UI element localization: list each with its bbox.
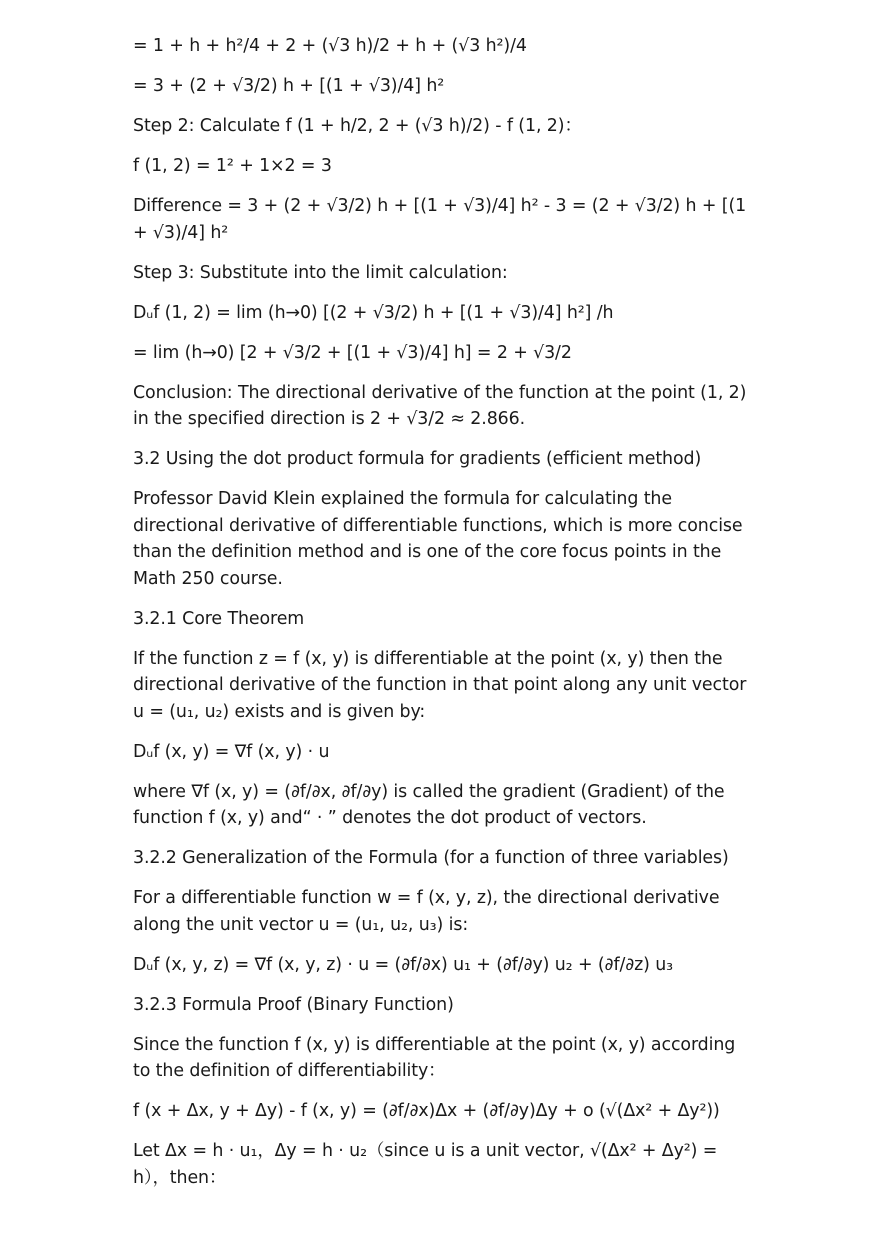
differentiability-formula-line: f (x + Δx, y + Δy) - f (x, y) = (∂f/∂x)Δx + (∂f/∂y)Δy + o (√(Δx² + Δy²)) bbox=[133, 1101, 720, 1121]
core-theorem-paragraph: If the function z = f (x, y) is differentiable at the point (x, y) then the directional derivative of the function in that point along any unit vector u = (u₁, u₂) exists and is given by: bbox=[133, 648, 747, 722]
section-3-2-heading: 3.2 Using the dot product formula for gradients (efficient method) bbox=[133, 449, 702, 469]
limit-result-line: = lim (h→0) [2 + √3/2 + [(1 + √3)/4] h] = 2 + √3/2 bbox=[133, 342, 572, 363]
substitution-paragraph: Let Δx = h · u₁，Δy = h · u₂（since u is a unit vector, √(Δx² + Δy²) = h），then： bbox=[133, 1141, 718, 1188]
difference-line: Difference = 3 + (2 + √3/2) h + [(1 + √3)/4] h² - 3 = (2 + √3/2) h + [(1 + √3)/4] h² bbox=[133, 196, 747, 243]
step-3-heading: Step 3: Substitute into the limit calculation: bbox=[133, 262, 508, 283]
three-variable-formula-line: Dᵤf (x, y, z) = ∇f (x, y, z) · u = (∂f/∂x) u₁ + (∂f/∂y) u₂ + (∂f/∂z) u₃ bbox=[133, 954, 674, 975]
conclusion-paragraph: Conclusion: The directional derivative of the function at the point (1, 2) in the specified direction is 2 + √3/2 ≈ 2.866. bbox=[133, 382, 747, 429]
three-variable-paragraph: For a differentiable function w = f (x, y, z), the directional derivative along the unit vector u = (u₁, u₂, u₃) is: bbox=[133, 888, 720, 935]
equation-simplified-line: = 3 + (2 + √3/2) h + [(1 + √3)/4] h² bbox=[133, 76, 445, 96]
f-at-point-line: f (1, 2) = 1² + 1×2 = 3 bbox=[133, 156, 332, 176]
section-3-2-1-heading: 3.2.1 Core Theorem bbox=[133, 608, 305, 629]
gradient-formula-line: Dᵤf (x, y) = ∇f (x, y) · u bbox=[133, 741, 330, 762]
document-page bbox=[133, 33, 753, 1205]
section-3-2-2-heading: 3.2.2 Generalization of the Formula (for a function of three variables) bbox=[133, 848, 729, 868]
step-2-heading: Step 2: Calculate f (1 + h/2, 2 + (√3 h)/2) - f (1, 2)： bbox=[133, 116, 582, 136]
section-3-2-3-heading: 3.2.3 Formula Proof (Binary Function) bbox=[133, 994, 454, 1015]
klein-explanation-paragraph: Professor David Klein explained the formula for calculating the directional derivative of differentiable functions, which is more concise than the definition method and is one of the core focus points in the Math 250 course. bbox=[133, 489, 743, 589]
gradient-definition-paragraph: where ∇f (x, y) = (∂f/∂x, ∂f/∂y) is called the gradient (Gradient) of the function f (x, y) and“ · ” denotes the dot product of vectors. bbox=[133, 781, 725, 828]
proof-intro-paragraph: Since the function f (x, y) is differentiable at the point (x, y) according to the definition of differentiability： bbox=[133, 1034, 736, 1081]
equation-expansion-line: = 1 + h + h²/4 + 2 + (√3 h)/2 + h + (√3 h²)/4 bbox=[133, 36, 527, 56]
limit-definition-line: Dᵤf (1, 2) = lim (h→0) [(2 + √3/2) h + [(1 + √3)/4] h²] /h bbox=[133, 302, 614, 323]
